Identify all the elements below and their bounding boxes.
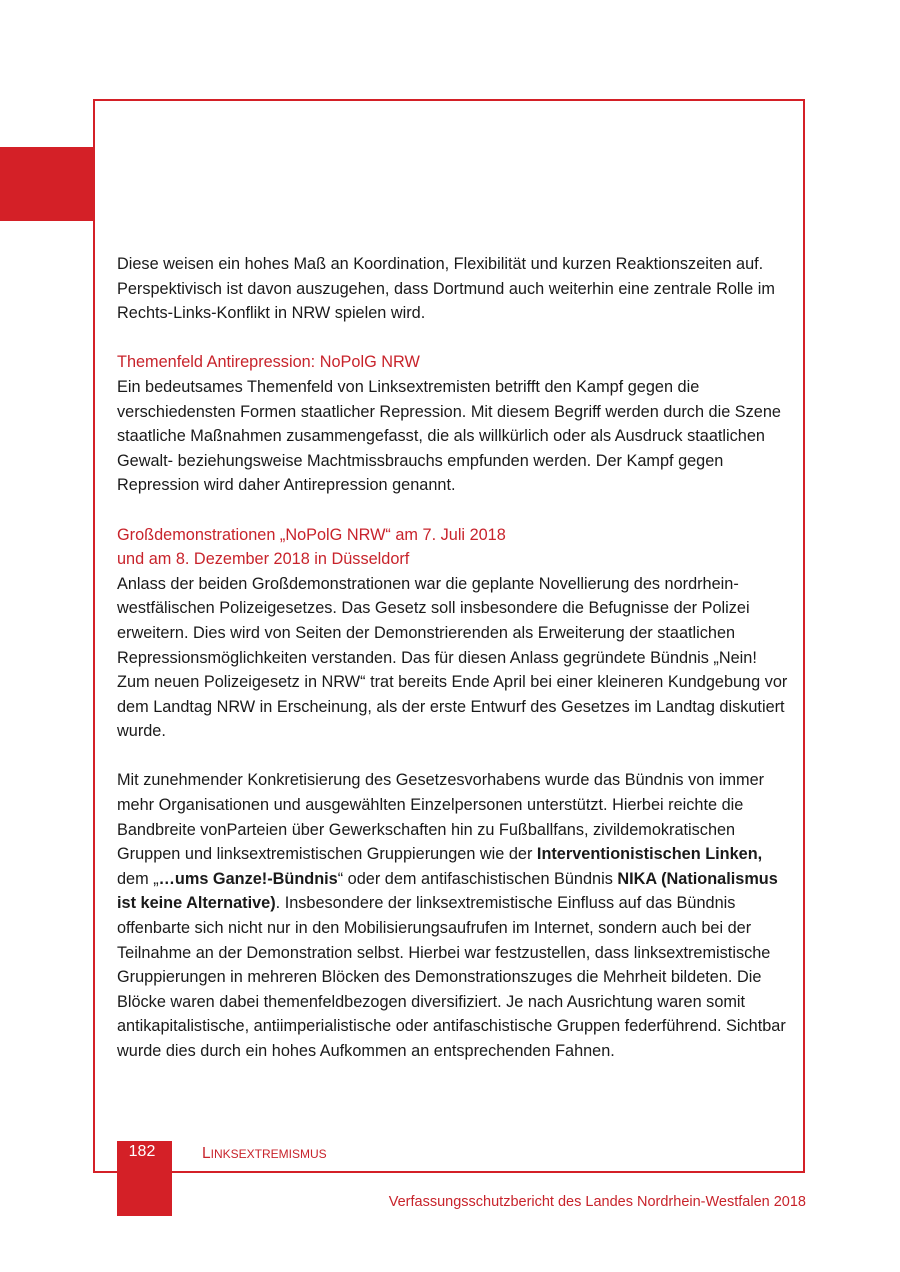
page-number: 182 xyxy=(128,1143,156,1160)
section-label xyxy=(202,1145,327,1163)
report-title: Verfassungsschutzbericht des Landes Nordrhein-Westfalen 2018 xyxy=(388,1194,806,1210)
heading-antirepression: Themenfeld Antirepression: NoPolG NRW xyxy=(117,353,420,372)
left-accent-tab xyxy=(0,147,93,221)
body-text xyxy=(117,252,789,1064)
section-label-cap: L xyxy=(202,1145,211,1162)
text-run: dem „ xyxy=(117,869,159,888)
section-label-rest: INKSEXTREMISMUS xyxy=(210,1147,327,1161)
paragraph-antirepression: Ein bedeutsames Themenfeld von Linksextremisten betrifft den Kampf gegen die verschiedensten Formen staatlicher Repression. Mit diesem Begriff werden durch die Szene staatliche Maßnahmen zusammengefasst, die als willkürlich oder als Ausdruck staatlichen Gewalt- beziehungsweise Machtmissbrauchs empfunden werden. Der Kampf gegen Repression wird daher Antirepression genannt. xyxy=(117,377,781,495)
paragraph-koordination: Diese weisen ein hohes Maß an Koordination, Flexibilität und kurzen Reaktionszeiten auf. Perspektivisch ist davon auszugehen, dass Dortmund auch weiterhin eine zentrale Rolle im Rechts-Links-Konflikt in NRW spielen wird. xyxy=(117,255,775,323)
text-run: Mit zunehmender Konkretisierung des Gesetzesvorhabens wurde das Bündnis von immer mehr Organisationen und ausgewählten Einzelpersonen unterstützt. Hierbei reichte die Bandbreite vonParteien über Gewerkschaften hin zu Fußballfans, zivildemokratischen Gruppen und linksextremistischen Gruppierungen wie der xyxy=(117,771,765,864)
paragraph-anlass: Anlass der beiden Großdemonstrationen war die geplante Novellierung des nordrhein-westfälischen Polizeigesetzes. Das Gesetz soll insbesondere die Befugnisse der Polizei erweitern. Dies wird von Seiten der Demonstrierenden als Erweiterung der staatlichen Repressionsmöglichkeiten verstanden. Das für diesen Anlass gegründete Bündnis „Nein! Zum neuen Polizeigesetz in NRW“ trat bereits Ende April bei einer kleineren Kundgebung vor dem Landtag NRW in Erscheinung, als der erste Entwurf des Gesetzes im Landtag diskutiert wurde. xyxy=(117,574,788,741)
text-run: “ oder dem antifaschistischen Bündnis xyxy=(337,869,618,888)
heading-grossdemonstrationen-line2: und am 8. Dezember 2018 in Düsseldorf xyxy=(117,550,410,569)
heading-grossdemonstrationen-line1: Großdemonstrationen „NoPolG NRW“ am 7. Juli 2018 xyxy=(117,525,506,544)
text-run: . Insbesondere der linksextremistische Einfluss auf das Bündnis offenbarte sich nicht nur in den Mobilisierungsaufrufen im Internet, sondern auch bei der Teilnahme an der Demonstration selbst. Hierbei war festzustellen, dass linksextremistische Gruppierungen in mehreren Blöcken des Demonstrationszuges die Mehrheit bildeten. Die Blöcke waren dabei themenfeldbezogen diversifiziert. Je nach Ausrichtung waren somit antikapitalistische, antiimperialistische oder antifaschistische Gruppen federführend. Sichtbar wurde dies durch ein hohes Aufkommen an entsprechenden Fahnen. xyxy=(117,894,786,1060)
bold-ums-ganze-buendnis: …ums Ganze!-Bündnis xyxy=(158,869,338,888)
bold-interventionistische-linke: Interventionistischen Linken, xyxy=(536,845,763,864)
paragraph-buendnis xyxy=(117,768,789,1063)
bold-nika: NIKA (Nationalismus ist keine Alternative) xyxy=(117,869,778,913)
